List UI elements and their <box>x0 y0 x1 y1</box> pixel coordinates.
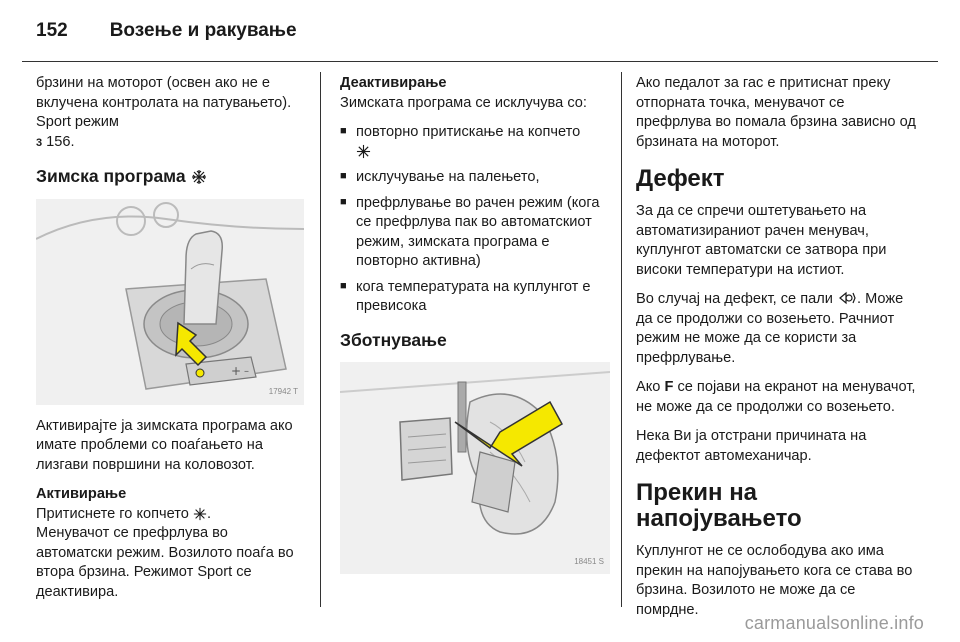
fault-paragraph-4: Нека Ви ја отстрани причината на дефектот автомеханичар. <box>636 428 867 464</box>
kickdown-heading: Зботнување <box>340 329 447 350</box>
deactivation-list <box>340 123 608 317</box>
deactivation-heading: Деактивирање <box>340 75 447 91</box>
figure-id: 18451 S <box>574 556 604 566</box>
fault-heading: Дефект <box>636 165 725 192</box>
kickdown-paragraph: Ако педалот за гас е притиснат преку отпорната точка, менувачот се префрлува во помала брзина зависно од брзината на моторот. <box>636 75 916 150</box>
column-3 <box>636 74 916 630</box>
gear-warning-icon <box>837 290 857 306</box>
page-header <box>36 20 297 50</box>
snowflake-icon <box>193 507 207 521</box>
fault-paragraph-2: Во случај на дефект, се пали . Може да се продолжи со возењето. Рачниот режим не може да се користи за префрлување. <box>636 291 904 366</box>
fault-paragraph-3: Ако F се појави на екранот на менувачот, не може да се продолжи со возењето. <box>636 379 916 415</box>
list-item: ■ кога температурата на куплунгот е превисока <box>340 278 608 317</box>
chapter-title: Возење и ракување <box>109 20 297 41</box>
ref-arrow-icon: 3 <box>36 136 43 149</box>
pedal-illustration <box>340 362 610 574</box>
header-rule <box>22 61 938 62</box>
gear-shift-illustration <box>36 199 304 405</box>
activate-paragraph: Активирајте ја зимската програма ако имате проблеми со поаѓањето на лизгави површини на коловозот. <box>36 417 293 473</box>
figure-id: 17942 T <box>268 387 298 396</box>
column-2 <box>340 74 608 574</box>
pedal-drawing <box>340 362 610 574</box>
power-interruption-paragraph: Куплунгот не се ослободува ако има прекин на напојувањето кога се става во брзина. Возилото не може да се помрдне. <box>636 543 913 618</box>
fault-paragraph-1: За да се спречи оштетувањето на автоматизираниот рачен менувач, куплунгот автоматски се затвора при високи температури на истиот. <box>636 203 887 278</box>
activation-heading: Активирање <box>36 486 127 502</box>
page-number: 152 <box>36 20 68 41</box>
power-interruption-heading: Прекин на напојувањето <box>636 479 802 532</box>
watermark: carmanualsonline.info <box>744 613 924 633</box>
list-item: ■ повторно притискање на копчето <box>340 123 608 162</box>
gear-shift-drawing <box>36 199 304 405</box>
intro-paragraph: брзини на моторот (освен ако не е вклучена контролата на патувањето). Sport режим 3 156. <box>36 75 292 150</box>
list-item: ■ префрлување во рачен режим (кога се префрлува пак во автоматскиот режим, зимската програма е повторно активна) <box>340 194 608 272</box>
svg-text:+: + <box>231 363 242 378</box>
ref-link[interactable]: 156. <box>46 133 75 150</box>
activation-paragraph: Активирање Притиснете го копчето . Менувачот се префрлува во автоматски режим. Возилото поаѓа во втора брзина. Режимот Sport се деактивира. <box>36 486 294 600</box>
snowflake-icon <box>356 144 371 159</box>
column-1 <box>36 74 304 612</box>
list-item: ■ исклучување на палењето, <box>340 168 608 188</box>
snowflake-icon <box>191 169 207 185</box>
deactivation-intro: Зимската програма се исклучува со: <box>340 94 587 111</box>
display-letter: F <box>664 379 674 395</box>
svg-text:–: – <box>244 365 249 377</box>
winter-program-heading: Зимска програма <box>36 167 304 187</box>
column-divider-1 <box>320 72 321 607</box>
column-divider-2 <box>621 72 622 607</box>
